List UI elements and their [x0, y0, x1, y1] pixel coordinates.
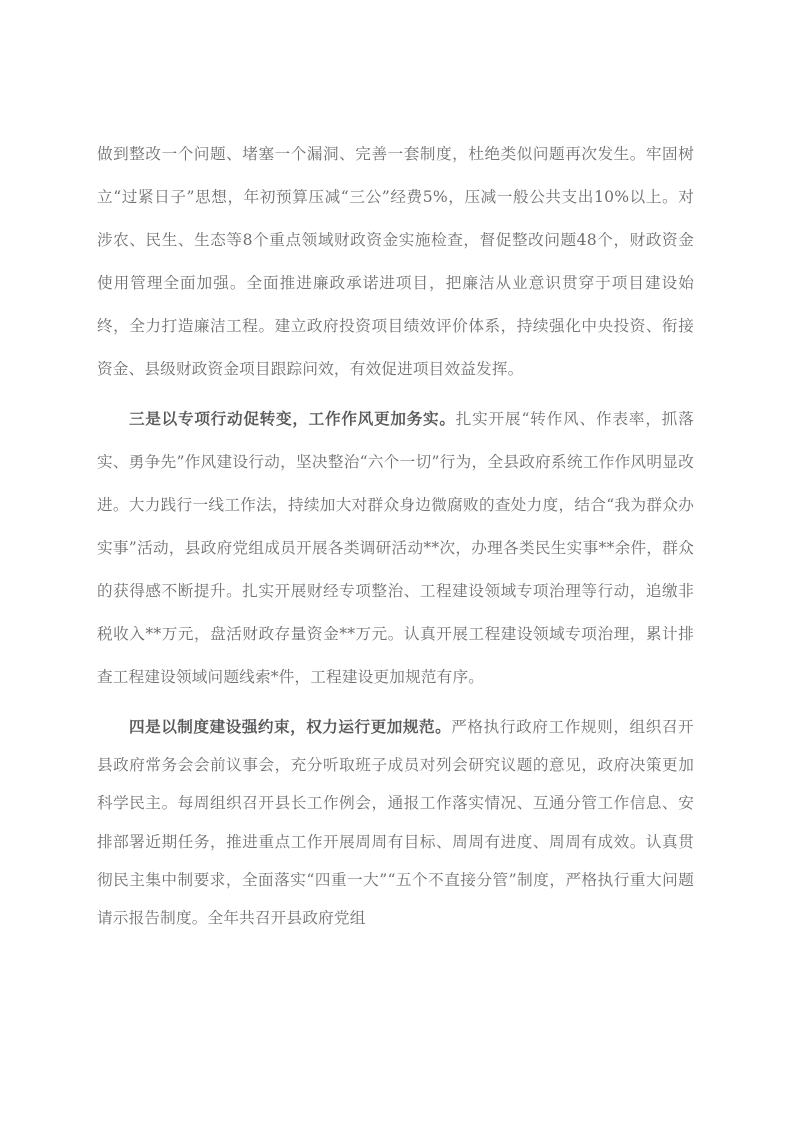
paragraph-continuation-text: 做到整改一个问题、堵塞一个漏洞、完善一套制度，杜绝类似问题再次发生。牢固树立“过紧日子”思想，年初预算压减“三公”经费5%，压减一般公共支出10%以上。对涉农、民生、生态等8个重点领域财政资金实施检查，督促整改问题48个，财政资金使用管理全面加强。全面推进廉政承诺进项目，把廉洁从业意识贯穿于项目建设始终，全力打造廉洁工程。建立政府投资项目绩效评价体系，持续强化中央投资、衔接资金、县级财政资金项目跟踪问效，有效促进项目效益发挥。: [97, 145, 694, 378]
paragraph-continuation: [97, 133, 694, 391]
paragraph-section-four: [97, 708, 694, 937]
paragraph-section-four-lead: 四是以制度建设强约束，权力运行更加规范。: [128, 717, 452, 736]
paragraph-section-four-text: 严格执行政府工作规则，组织召开县政府常务会会前议事会，充分听取班子成员对列会研究议题的意见，政府决策更加科学民主。每周组织召开县长工作例会，通报工作落实情况、互通分管工作信息、安排部署近期任务，推进重点工作开展周周有目标、周周有进度、周周有成效。认真贯彻民主集中制要求，全面落实“四重一大”“五个不直接分管”制度，严格执行重大问题请示报告制度。全年共召开县政府党组: [97, 718, 694, 928]
page-text-body: [97, 133, 694, 937]
paragraph-section-three-text: 扎实开展“转作风、作表率，抓落实、勇争先”作风建设行动，坚决整治“六个一切”行为，全县政府系统工作作风明显改进。大力践行一线工作法，持续加大对群众身边微腐败的查处力度，结合“我为群众办实事”活动，县政府党组成员开展各类调研活动**次，办理各类民生实事**余件，群众的获得感不断提升。扎实开展财经专项整治、工程建设领域专项治理等行动，追缴非税收入**万元，盘活财政存量资金**万元。认真开展工程建设领域专项治理，累计排查工程建设领域问题线索*件，工程建设更加规范有序。: [97, 410, 694, 686]
paragraph-section-three: [97, 397, 694, 699]
paragraph-section-three-lead: 三是以专项行动促转变，工作作风更加务实。: [128, 409, 456, 428]
